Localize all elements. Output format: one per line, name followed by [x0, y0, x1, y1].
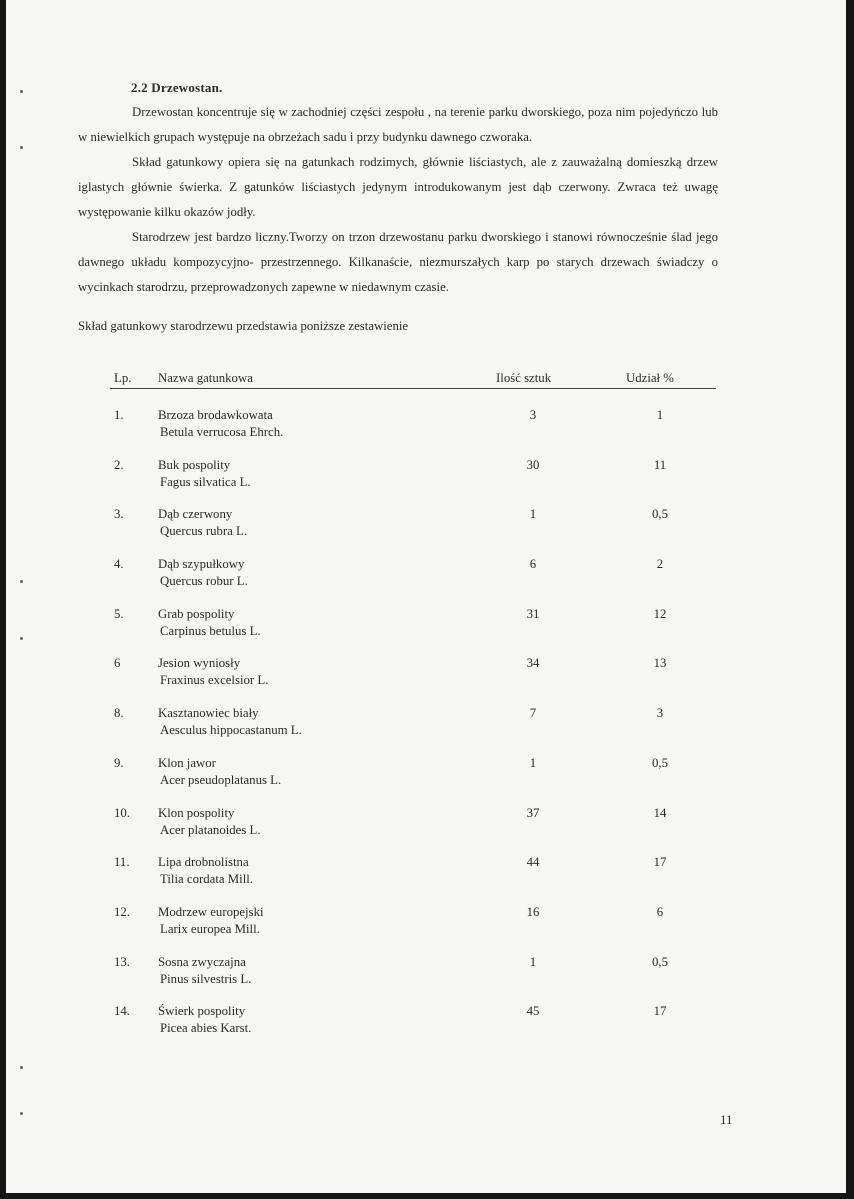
species-table	[110, 368, 716, 1053]
row-share: 0,5	[652, 755, 668, 770]
scan-speck	[20, 1066, 23, 1069]
row-qty: 7	[529, 706, 537, 721]
row-latin-name: Fagus silvatica L.	[160, 474, 251, 489]
row-qty: 45	[526, 1004, 540, 1019]
row-latin-name: Acer pseudoplatanus L.	[160, 772, 282, 787]
table-header	[110, 368, 716, 389]
row-latin-name: Carpinus betulus L.	[160, 623, 261, 638]
header-lp: Lp.	[114, 371, 132, 385]
table-row	[110, 854, 716, 904]
page-number: 11	[720, 1112, 733, 1127]
row-latin-name: Acer platanoides L.	[160, 822, 261, 837]
row-share: 1	[656, 408, 664, 422]
row-share: 6	[656, 904, 664, 919]
row-latin-name: Fraxinus excelsior L.	[160, 673, 269, 688]
row-lp: 3.	[114, 507, 124, 522]
row-lp: 8.	[114, 706, 124, 721]
table-row	[110, 457, 716, 507]
scan-speck	[20, 1112, 23, 1115]
row-lp: 6	[114, 656, 121, 671]
row-name: Modrzew europejski	[158, 904, 264, 919]
table-row	[110, 705, 716, 755]
row-lp: 11.	[114, 855, 130, 870]
row-share: 17	[653, 855, 667, 870]
row-name: Buk pospolity	[158, 457, 231, 472]
row-name: Brzoza brodawkowata	[158, 408, 273, 422]
row-share: 0,5	[652, 507, 668, 522]
scan-speck	[20, 580, 23, 583]
row-qty: 1	[529, 954, 537, 969]
paragraph-2: Skład gatunkowy opiera się na gatunkach rodzimych, głównie liściastych, ale z zauważalną domieszką drzew iglastych głównie świerka. Z gatunków liściastych jedynym introdukowanym jest dąb czerwony. Zwraca też uwagę występowanie kilku okazów jodły.	[78, 155, 718, 219]
row-name: Jesion wyniosły	[158, 656, 241, 671]
row-name: Klon jawor	[158, 755, 216, 770]
row-latin-name: Quercus robur L.	[160, 574, 248, 589]
scan-speck	[20, 146, 23, 149]
table-row	[110, 506, 716, 556]
row-qty: 1	[529, 755, 537, 770]
row-share: 17	[653, 1004, 667, 1019]
row-latin-name: Quercus rubra L.	[160, 524, 248, 539]
table-row	[110, 904, 716, 954]
row-latin-name: Tilia cordata Mill.	[160, 872, 254, 887]
row-qty: 1	[529, 507, 537, 522]
table-row	[110, 606, 716, 656]
table-row	[110, 407, 716, 457]
row-lp: 5.	[114, 606, 124, 621]
table-body	[110, 389, 716, 1053]
row-share: 3	[656, 706, 664, 721]
row-latin-name: Betula verrucosa Ehrch.	[160, 425, 284, 439]
row-lp: 2.	[114, 457, 124, 472]
row-share: 2	[656, 557, 664, 572]
row-latin-name: Picea abies Karst.	[160, 1021, 252, 1036]
table-row	[110, 954, 716, 1004]
row-name: Kasztanowiec biały	[158, 706, 259, 721]
header-qty: Ilość sztuk	[496, 371, 552, 385]
row-lp: 4.	[114, 557, 124, 572]
row-lp: 12.	[114, 904, 130, 919]
row-name: Grab pospolity	[158, 606, 235, 621]
row-name: Świerk pospolity	[158, 1004, 246, 1019]
row-name: Dąb szypułkowy	[158, 557, 245, 572]
table-row	[110, 655, 716, 705]
row-qty: 6	[529, 557, 537, 572]
row-lp: 1.	[114, 408, 124, 422]
paragraph-1: Drzewostan koncentruje się w zachodniej części zespołu , na terenie parku dworskiego, poza nim pojedyńczo lub w niewielkich grupach występuje na obrzeżach sadu i przy budynku dawnego czworaka.	[78, 105, 718, 144]
row-name: Sosna zwyczajna	[158, 954, 246, 969]
row-latin-name: Larix europea Mill.	[160, 921, 260, 936]
document-page	[6, 0, 846, 1193]
row-qty: 16	[526, 904, 540, 919]
row-lp: 9.	[114, 755, 124, 770]
row-lp: 10.	[114, 805, 130, 820]
row-latin-name: Pinus silvestris L.	[160, 971, 252, 986]
row-qty: 30	[526, 457, 540, 472]
scan-speck	[20, 637, 23, 640]
header-name: Nazwa gatunkowa	[158, 371, 253, 385]
table-intro: Skład gatunkowy starodrzewu przedstawia poniższe zestawienie	[78, 319, 409, 333]
table-row	[110, 805, 716, 855]
row-share: 14	[653, 805, 667, 820]
paragraph-3: Starodrzew jest bardzo liczny.Tworzy on trzon drzewostanu parku dworskiego i stanowi równocześnie ślad jego dawnego układu kompozycyjno- przestrzennego. Kilkanaście, niezmurszałych karp po starych drzewach świadczy o wycinkach starodrzu, przeprowadzonych zapewne w niedawnym czasie.	[78, 230, 718, 294]
row-qty: 31	[526, 606, 540, 621]
row-qty: 3	[529, 408, 537, 422]
row-qty: 37	[526, 805, 540, 820]
table-row	[110, 1003, 716, 1053]
table-row	[110, 556, 716, 606]
header-share: Udział %	[626, 371, 674, 385]
row-lp: 13.	[114, 954, 130, 969]
section-heading: 2.2 Drzewostan.	[131, 80, 223, 95]
row-qty: 44	[526, 855, 540, 870]
row-name: Dąb czerwony	[158, 507, 233, 522]
scan-speck	[20, 90, 23, 93]
row-name: Klon pospolity	[158, 805, 235, 820]
body-text	[78, 100, 718, 300]
table-row	[110, 755, 716, 805]
row-share: 12	[653, 606, 667, 621]
row-name: Lipa drobnolistna	[158, 855, 249, 870]
row-lp: 14.	[114, 1004, 130, 1019]
row-latin-name: Aesculus hippocastanum L.	[160, 723, 302, 738]
row-qty: 34	[526, 656, 540, 671]
row-share: 0,5	[652, 954, 668, 969]
row-share: 13	[653, 656, 667, 671]
row-share: 11	[653, 457, 667, 472]
